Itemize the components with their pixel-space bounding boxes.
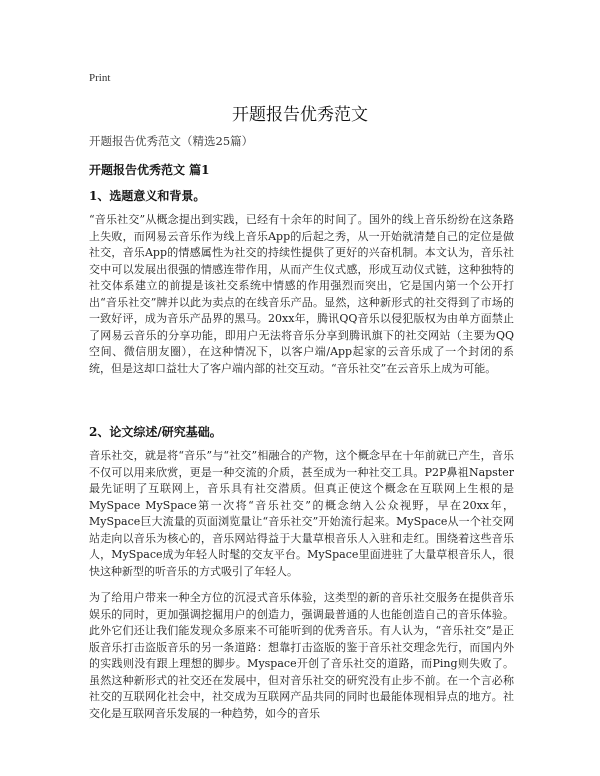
paragraph-review-1: 音乐社交，就是将“音乐”与“社交”相融合的产物，这个概念早在十年前就已产生，音乐不仅可以用来欣赏，更是一种交流的介质，甚至成为一种社交工具。P2P鼻祖Napster最先证明了互联网上，音乐具有社交潜质。但真正使这个概念在互联网上生根的是MySpace MySpace第一次将“音乐社交”的概念纳入公众视野，早在20xx年，MySpace巨大流量的页面浏览量让“音乐社交”开始流行起来。MySpace从一个社交网站走向以音乐为核心的，音乐网站得益于大量草根音乐人入驻和走红。围绕着这些音乐人，MySpace成为年轻人时髦的交友平台。MySpace里面进驻了大量草根音乐人，很快这种新型的听音乐的方式吸引了年轻人。 (89, 449, 514, 578)
paragraph-background: “音乐社交”从概念提出到实践，已经有十余年的时间了。国外的线上音乐纷纷在这条路上失败，而网易云音乐作为线上音乐App的后起之秀，从一开始就清楚自己的定位是做社交，音乐App的情感属性为社交的持续性提供了更好的兴奋机制。本文认为，音乐社交中可以发展出很强的情感连带作用，从而产生仪式感，形成互动仪式链，这种独特的社交体系建立的前提是该社交系统中情感的作用强烈而突出，它是国内第一个公开打出“音乐社交”牌并以此为卖点的在线音乐产品。显然，这种新形式的社交得到了市场的一致好评，成为音乐产品界的黑马。20xx年，腾讯QQ音乐以侵犯版权为由单方面禁止了网易云音乐的分享功能，即用户无法将音乐分享到腾讯旗下的社交网站（主要为QQ空间、微信朋友圈），在这种情况下，以客户端/App起家的云音乐成了一个封闭的系统，但是这却口益壮大了客户端内部的社交互动。“音乐社交”在云音乐上成为可能。 (89, 213, 514, 375)
heading-background: 1、选题意义和背景。 (89, 189, 206, 203)
section-title: 开题报告优秀范文 篇1 (89, 163, 210, 177)
page-title: 开题报告优秀范文 (232, 105, 368, 125)
heading-literature-review: 2、论文综述/研究基础。 (89, 425, 222, 439)
paragraph-review-2: 为了给用户带来一种全方位的沉浸式音乐体验，这类型的新的音乐社交服务在提供音乐娱乐的同时，更加强调挖掘用户的创造力，强调最普通的人也能创造自己的音乐体验。此外它们还让我们能发现众多原来不可能听到的优秀音乐。有人认为，“音乐社交”是正版音乐打击盗版音乐的另一条道路：想靠打击盗版的鉴于音乐社交理念先行，而国内外的实践则没有跟上理想的脚步。Myspace开创了音乐社交的道路，而Ping则失败了。虽然这种新形式的社交还在发展中，但对音乐社交的研究没有止步不前。在一个言必称社交的互联网化社会中，社交成为互联网产品共同的同时也最能体现相异点的地方。社交化是互联网音乐发展的一种趋势，如今的音乐 (89, 591, 514, 720)
document-subtitle: 开题报告优秀范文（精选25篇） (89, 134, 254, 148)
print-link[interactable]: Print (89, 72, 111, 84)
